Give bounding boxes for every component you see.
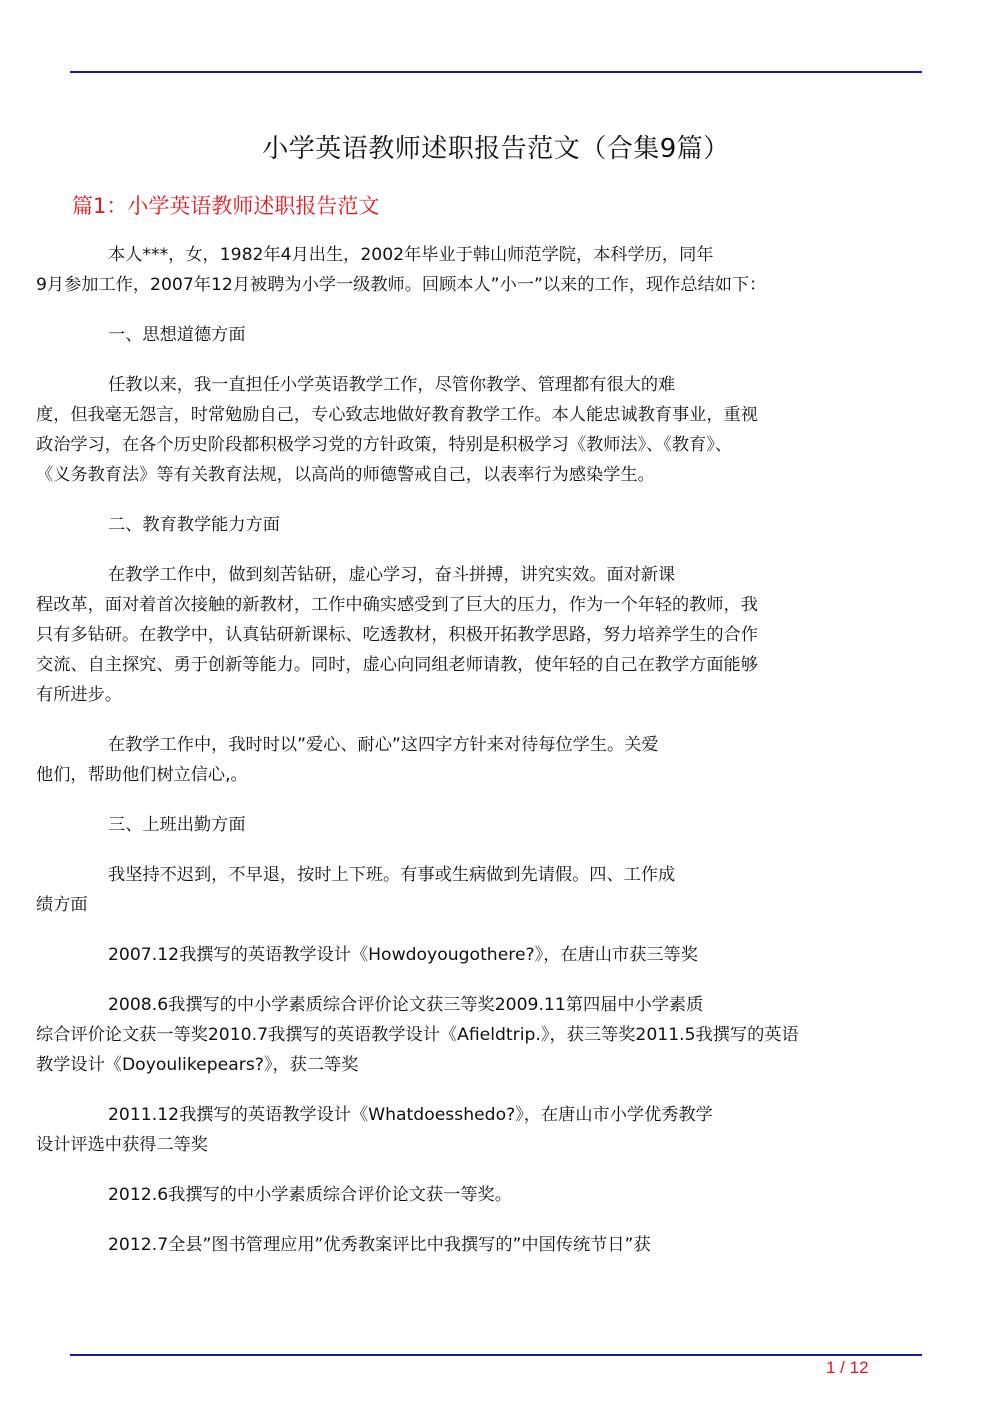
paragraph-line: 9月参加工作，2007年12月被聘为小学一级教师。回顾本人”小一”以来的工作，现作总结如下：	[36, 275, 767, 295]
paragraph-line: 《义务教育法》等有关教育法规，以高尚的师德警戒自己，以表率行为感染学生。	[36, 465, 655, 485]
paragraph-line: 2012.6我撰写的中小学素质综合评价论文获一等奖。	[108, 1185, 512, 1205]
footer-rule	[70, 1354, 922, 1356]
paragraph	[72, 1180, 914, 1210]
paragraph	[36, 370, 914, 490]
paragraph	[72, 510, 914, 540]
paragraph-line: 在教学工作中，做到刻苦钻研，虚心学习，奋斗拼搏，讲究实效。面对新课	[108, 565, 676, 585]
paragraph	[36, 730, 914, 790]
paragraph-line: 政治学习，在各个历史阶段都积极学习党的方针政策，特别是积极学习《教师法》、《教育》、	[36, 435, 733, 455]
paragraph-line: 2008.6我撰写的中小学素质综合评价论文获三等奖2009.11第四届中小学素质	[108, 995, 704, 1015]
paragraph	[36, 240, 914, 300]
paragraph-line: 有所进步。	[36, 685, 122, 705]
paragraph	[36, 860, 914, 920]
paragraph-line: 综合评价论文获一等奖2010.7我撰写的英语教学设计《Afieldtrip.》，获三等奖2011.5我撰写的英语	[36, 1025, 799, 1045]
paragraph-line: 三、上班出勤方面	[108, 815, 246, 835]
paragraph-line: 只有多钻研。在教学中，认真钻研新课标、吃透教材，积极开拓教学思路，努力培养学生的合作	[36, 625, 758, 645]
paragraph	[72, 810, 914, 840]
paragraph	[36, 1100, 914, 1160]
document-title: 小学英语教师述职报告范文（合集9篇）	[262, 134, 730, 164]
paragraph	[72, 1230, 914, 1260]
paragraph-line: 我坚持不迟到，不早退，按时上下班。有事或生病做到先请假。四、工作成	[108, 865, 676, 885]
paragraph	[72, 320, 914, 350]
paragraph-line: 教学设计《Doyoulikepears?》，获二等奖	[36, 1055, 359, 1075]
paragraph-line: 交流、自主探究、勇于创新等能力。同时，虚心向同组老师请教，使年轻的自己在教学方面能够	[36, 655, 758, 675]
section-heading: 篇1：小学英语教师述职报告范文	[72, 194, 380, 218]
paragraph-line: 度，但我毫无怨言，时常勉励自己，专心致志地做好教育教学工作。本人能忠诚教育事业，重视	[36, 405, 758, 425]
paragraph-line: 2011.12我撰写的英语教学设计《Whatdoesshedo?》，在唐山市小学优秀教学	[108, 1105, 713, 1125]
header-rule	[70, 71, 922, 73]
paragraph	[36, 990, 914, 1080]
paragraph-line: 设计评选中获得二等奖	[36, 1135, 208, 1155]
paragraph-line: 在教学工作中，我时时以”爱心、耐心”这四字方针来对待每位学生。关爱	[108, 735, 659, 755]
document-body	[36, 240, 914, 1280]
paragraph-line: 本人***，女，1982年4月出生，2002年毕业于韩山师范学院，本科学历，同年	[108, 245, 714, 265]
paragraph-line: 一、思想道德方面	[108, 325, 246, 345]
paragraph-line: 绩方面	[36, 895, 88, 915]
paragraph-line: 他们，帮助他们树立信心,。	[36, 765, 248, 785]
page-indicator: 1 / 12	[826, 1358, 869, 1377]
paragraph	[36, 560, 914, 710]
paragraph-line: 二、教育教学能力方面	[108, 515, 280, 535]
paragraph	[72, 940, 914, 970]
paragraph-line: 任教以来，我一直担任小学英语教学工作，尽管你教学、管理都有很大的难	[108, 375, 676, 395]
paragraph-line: 程改革，面对着首次接触的新教材，工作中确实感受到了巨大的压力，作为一个年轻的教师，我	[36, 595, 758, 615]
paragraph-line: 2012.7全县”图书管理应用”优秀教案评比中我撰写的”中国传统节日”获	[108, 1235, 651, 1255]
paragraph-line: 2007.12我撰写的英语教学设计《Howdoyougothere?》，在唐山市获三等奖	[108, 945, 698, 965]
